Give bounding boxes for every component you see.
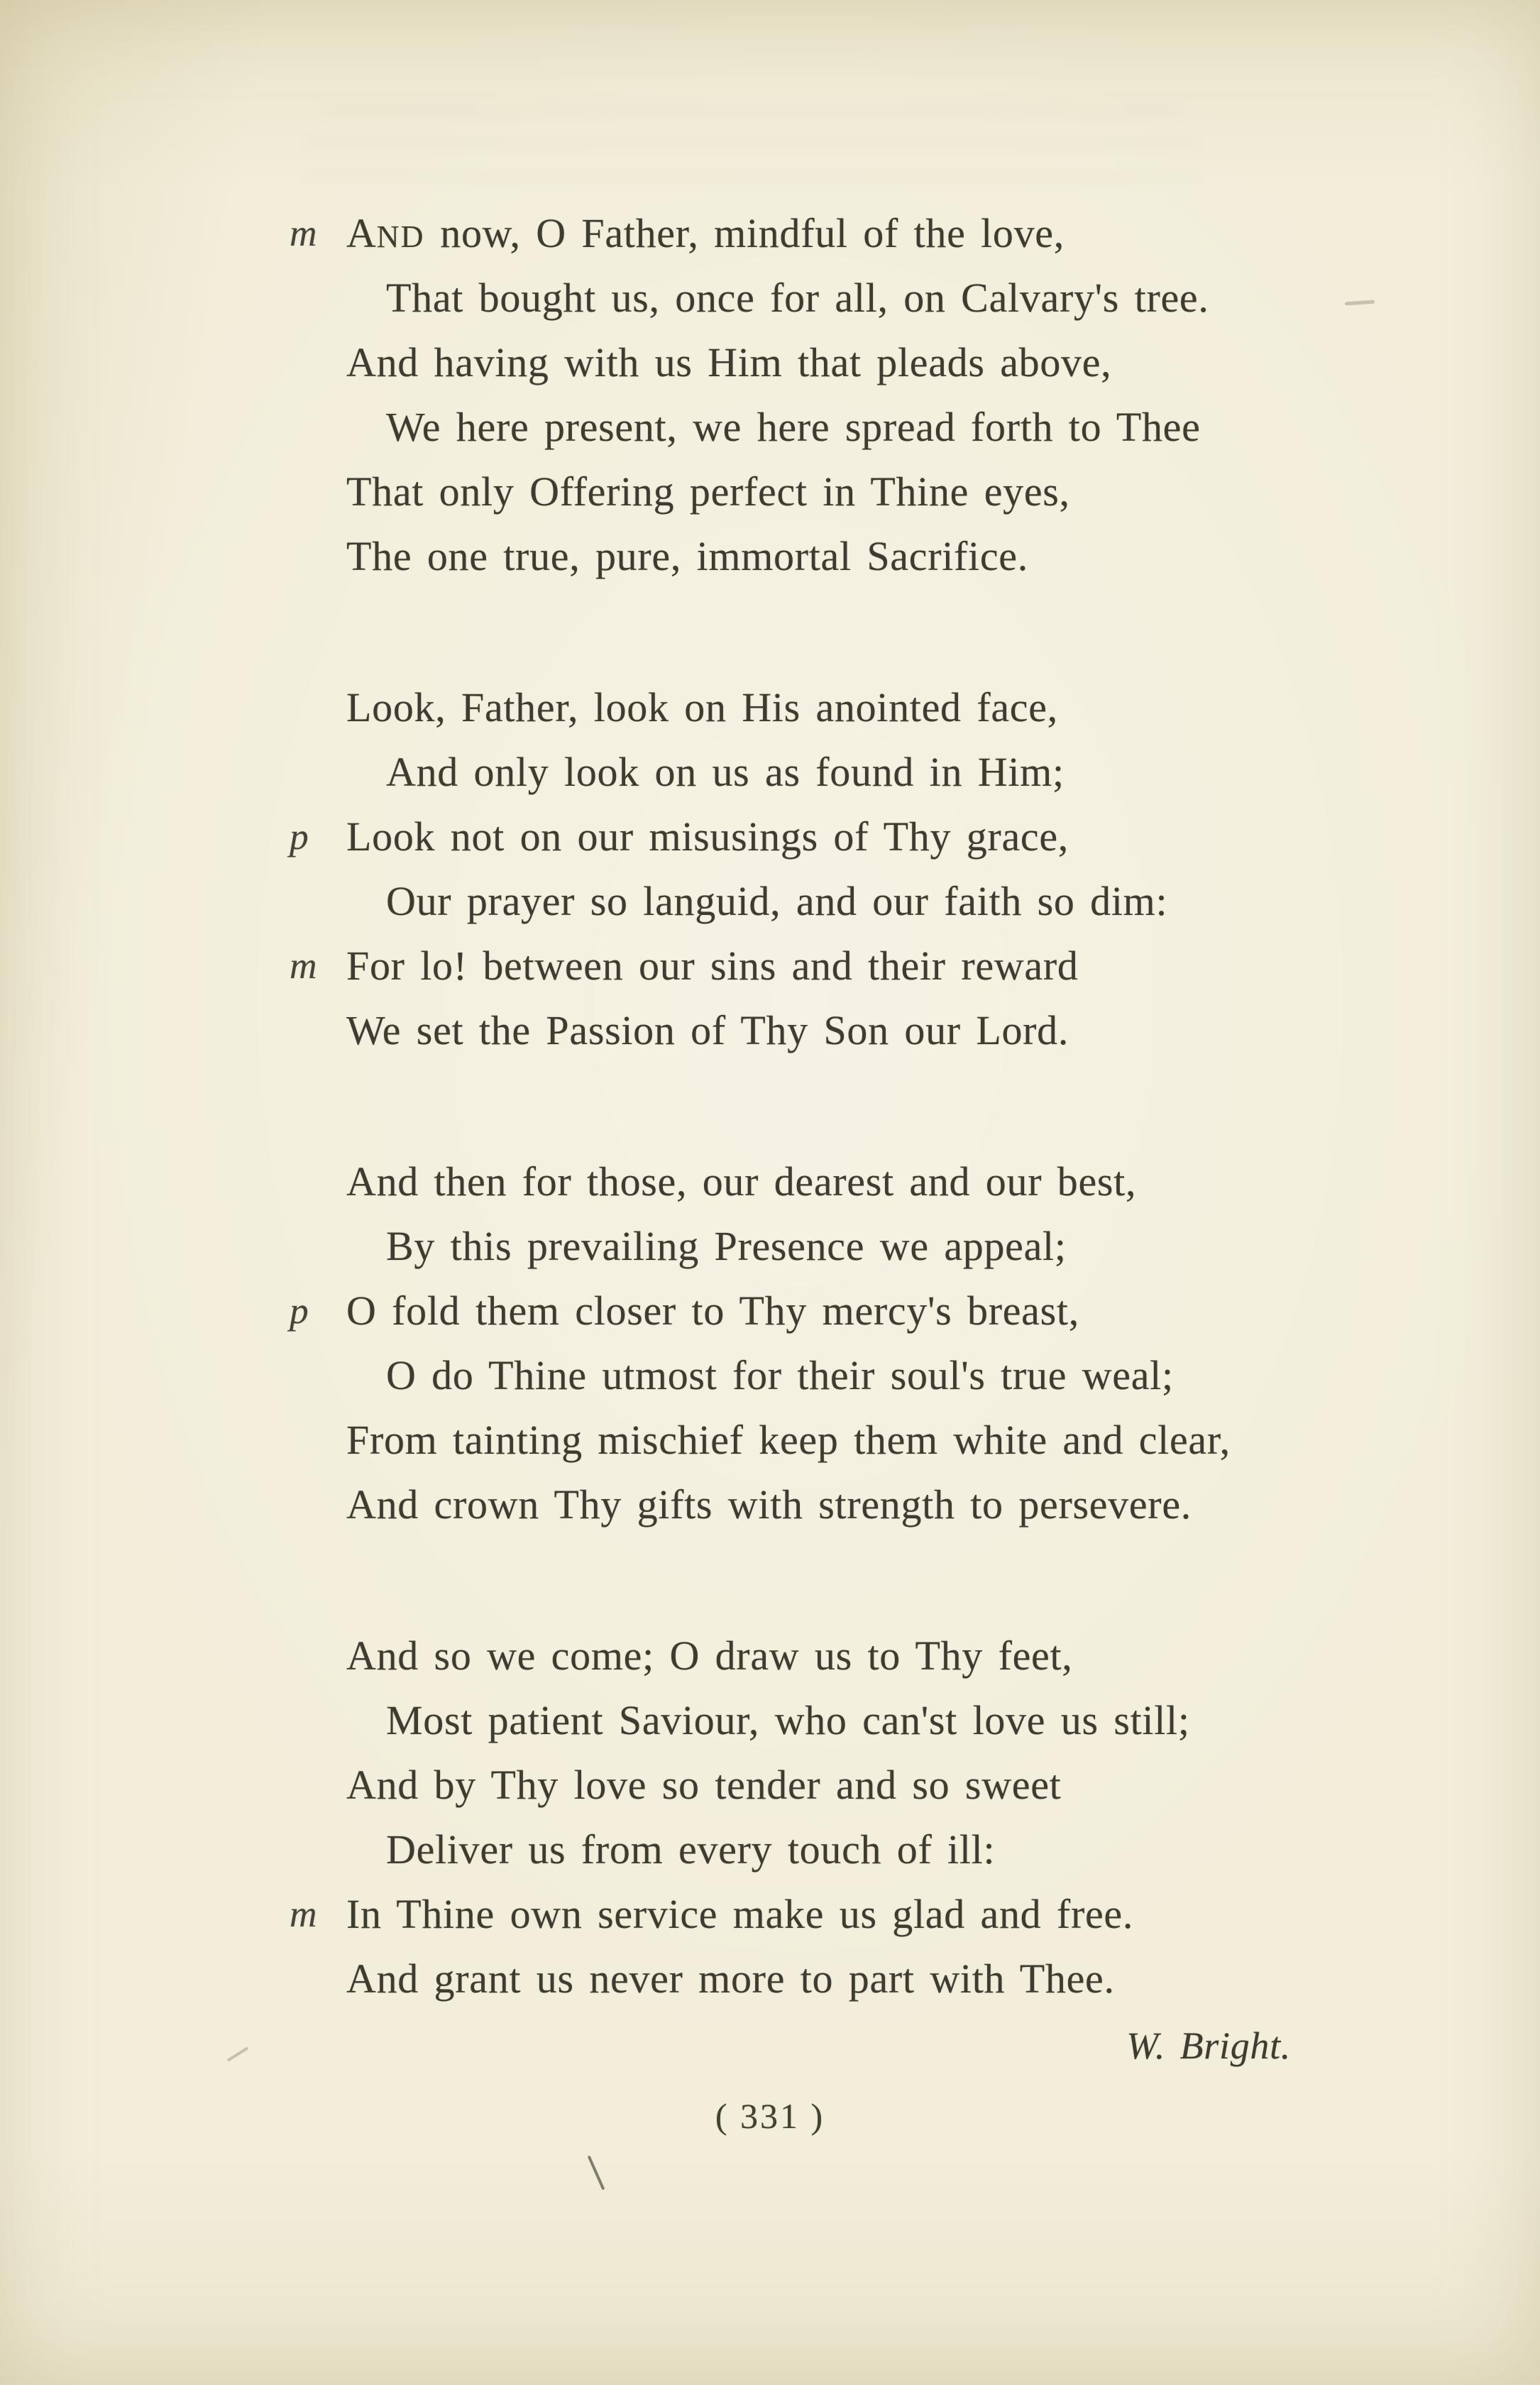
stray-tick-mark — [227, 2046, 249, 2061]
poem-line-text: And crown Thy gifts with strength to persevere. — [346, 1481, 1192, 1528]
poem-line-text: We set the Passion of Thy Son our Lord. — [346, 1007, 1069, 1053]
poem-line-text: And only look on us as found in Him; — [386, 749, 1065, 795]
poem-line — [346, 1623, 1301, 1688]
poem-line-text: That bought us, once for all, on Calvary's tree. — [386, 275, 1209, 321]
poem-line — [346, 395, 1301, 459]
poem-line — [346, 740, 1301, 804]
stanza — [290, 675, 1301, 1063]
poem-line — [346, 459, 1301, 524]
poem-line-text: And having with us Him that pleads above, — [346, 339, 1112, 385]
poem-line-text: Look, Father, look on His anointed face, — [346, 684, 1058, 730]
poem-line-text: By this prevailing Presence we appeal; — [386, 1223, 1067, 1269]
poem-line — [290, 1882, 1301, 1946]
poem-line — [346, 1472, 1301, 1537]
poem-line-text: And by Thy love so tender and so sweet — [346, 1762, 1062, 1808]
stanza — [290, 1149, 1301, 1537]
poem-line — [346, 998, 1301, 1063]
poem-line-text: That only Offering perfect in Thine eyes, — [346, 468, 1070, 515]
poem-line — [346, 1408, 1301, 1472]
dynamic-marker: p — [290, 1289, 309, 1332]
poem-line — [346, 869, 1301, 933]
dynamic-marker: p — [290, 815, 309, 857]
poem-line — [346, 1343, 1301, 1408]
stanza — [290, 1623, 1301, 2011]
poem-line-text: And so we come; O draw us to Thy feet, — [346, 1633, 1073, 1679]
poem-line-text: And grant us never more to part with Thee. — [346, 1956, 1115, 2002]
page-number: ( 331 ) — [715, 2096, 825, 2136]
poem-line — [290, 1278, 1301, 1343]
poem-line — [346, 265, 1301, 330]
poem-line-text: now, O Father, mindful of the love, — [424, 210, 1065, 256]
scan-scratch-mark — [588, 2155, 605, 2190]
poem-line — [346, 1688, 1301, 1753]
dynamic-marker: m — [290, 1892, 318, 1935]
poem-line-text: Deliver us from every touch of ill: — [386, 1826, 996, 1873]
poem-line — [346, 1149, 1301, 1214]
author-attribution: W. Bright. — [1126, 2024, 1291, 2067]
poem-line — [346, 1753, 1301, 1817]
poem-line-text: From tainting mischief keep them white and clear, — [346, 1417, 1231, 1463]
poem-line — [346, 1817, 1301, 1882]
poem-line-text: O fold them closer to Thy mercy's breast, — [346, 1288, 1079, 1334]
page-showthrough-smudge — [305, 106, 1199, 199]
dynamic-marker: m — [290, 944, 318, 987]
poem-line — [290, 804, 1301, 869]
poem-line-text: Our prayer so languid, and our faith so dim: — [386, 878, 1168, 924]
poem-line-text: Look not on our misusings of Thy grace, — [346, 813, 1069, 860]
poem-line — [290, 201, 1301, 265]
poem-line — [290, 933, 1301, 998]
poem-line-text: The one true, pure, immortal Sacrifice. — [346, 533, 1028, 579]
poem-line — [346, 1946, 1301, 2011]
poem-line-text: We here present, we here spread forth to Thee — [386, 404, 1201, 450]
poem-line — [346, 524, 1301, 588]
poem — [290, 201, 1301, 2071]
poem-line — [346, 330, 1301, 395]
stray-pencil-mark — [1345, 300, 1375, 306]
lead-capital: A — [346, 210, 377, 256]
poem-line-text: And then for those, our dearest and our best, — [346, 1158, 1137, 1205]
poem-line-text: Most patient Saviour, who can'st love us still; — [386, 1697, 1190, 1743]
stanza — [290, 201, 1301, 588]
poem-line-text: For lo! between our sins and their reward — [346, 943, 1079, 989]
small-caps-text: ND — [376, 219, 425, 254]
poem-line-text: O do Thine utmost for their soul's true weal; — [386, 1352, 1174, 1398]
dynamic-marker: m — [290, 212, 318, 254]
poem-line — [346, 675, 1301, 740]
poem-line-text: In Thine own service make us glad and free. — [346, 1891, 1134, 1937]
poem-line — [346, 1214, 1301, 1278]
